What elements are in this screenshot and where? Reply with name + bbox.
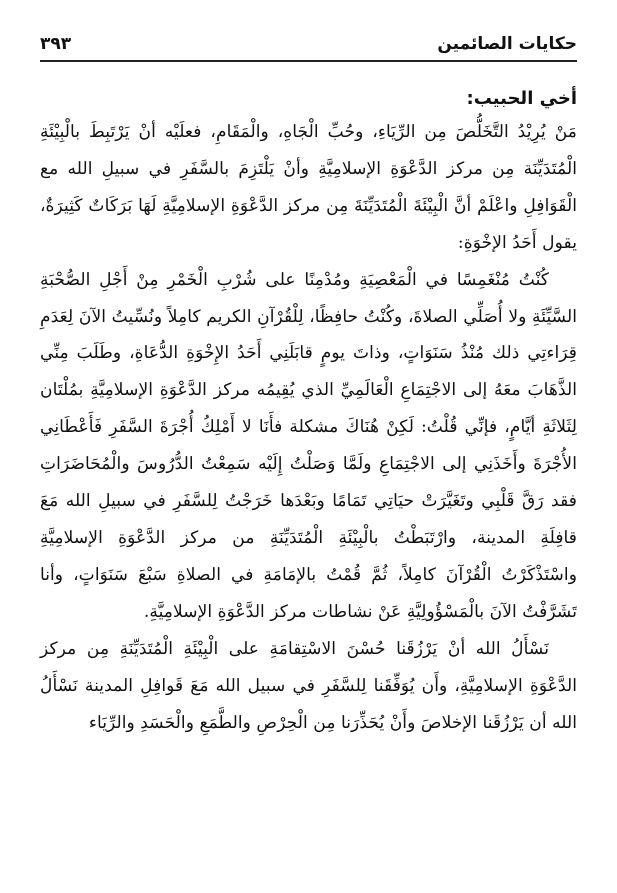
header-divider [40, 60, 577, 62]
paragraph-supplication: نَسْأَلُ الله أنْ يَرْزُقَنا حُسْنَ الاسْتِقامَةِ على الْبِيْئَةِ الْمُتَدَيِّنَةِ مِن مركز الدَّعْوَةِ الإسلامِيَّةِ، وأَن يُوَفِّقَنا لِلسَّفَرِ في سبيل الله مَعَ قَوافِلِ المدينة نَسْأَلُ الله أن يَرْزُقَنا الإخلاصَ وأَنْ يُحَذِّرَنا مِن الْحِرْصِ والطَّمَعِ والْحَسَدِ والرِّيَاء [40, 638, 577, 733]
running-header [40, 18, 577, 58]
page-number: ٣٩٣ [40, 34, 72, 54]
book-title: حكايات الصائمين [437, 34, 577, 54]
paragraph-story: كُنْتُ مُنْغَمِسًا في الْمَعْصِيَةِ ومُدْمِنًا على شُرْبِ الْخَمْرِ مِنْ أَجْلِ الصُّحْبَةِ السَّيِّئَةِ ولا أُصَلِّي الصلاةَ، وكُنْتُ حافِظًا، لِلْقُرْآنِ الكريم كامِلاً ونُسِّيتُ الآنَ لِعَدَمِ قِرَاءتِي ذلك مُنْذُ سَنَوَاتٍ، وذاتَ يومٍ قابَلَنِي أَحَدُ الإِخْوَةِ الدُّعَاةِ، وطَلَبَ مِنِّي الذَّهَابَ معَهُ إلى الاجْتِمَاعِ الْعَالَمِيِّ الذي يُقِيمُه مركز الدَّعْوَةِ الإسلامِيَّةِ بمُلْتَان لِثَلاثَةِ أيَّامٍ، فإنِّي قُلْتُ: لَكِنْ هُنَاكَ مشكلة فأَنَا لا أَمْلِكُ أُجْرَةَ السَّفَرِ فَأَعْطَانِي الأُجْرَةَ وأَخَذَنِي إلى الاجْتِمَاعِ ولَمَّا وَصَلْتُ إِلَيْه سَمِعْتُ الدُّرُوسَ والْمُحَاضَرَاتِ فقد رَقَّ قَلْبِي وتَغَيَّرَتْ حيَاتِي تَمَامًا وبَعْدَها خَرَجْتُ لِلسَّفَرِ في سبيلِ الله مَعَ قافِلَةِ المدينة، وارْتَبَطْتُ بالْبِيْئَةِ الْمُتَدَيِّنَةِ من مركز الدَّعْوَةِ الإسلامِيَّةِ واسْتَذْكَرْتُ الْقُرْآنَ كامِلاً، ثُمَّ قُمْتُ بالإمَامَةِ في الصلاةِ سَبْعَ سَنَوَاتٍ، وأنا تَشَرَّفْتُ الآنَ بالْمَسْؤُولِيَّةِ عَنْ نشاطات مركز الدَّعْوَةِ الإسلامِيَّةِ. [40, 269, 577, 622]
page-body [40, 84, 577, 741]
paragraph-intro: مَنْ يُرِيْدُ التَّخَلُّصَ مِن الرِّيَاءِ، وحُبِّ الْجَاهِ، والْمَقَامِ، فعلَيْه أنْ يَرْتَبِطَ بالْبِيْئَةِ الْمُتَدَيِّنَة مِن مركز الدَّعْوَةِ الإسلامِيَّةِ وأنْ يَلْتَزِمَ بالسَّفَرِ في سبيلِ الله مع الْقَوَافِلِ واعْلَمْ أنَّ الْبِيْئَةَ الْمُتَدَيِّنَةَ مِن مركز الدَّعْوَةِ الإسلامِيَّةِ لَهَا بَرَكَاتٌ كَثِيرَةٌ، يقول أَحَدُ الإخْوَةِ: [40, 122, 577, 253]
section-heading: أخي الحبيب: [466, 88, 577, 109]
